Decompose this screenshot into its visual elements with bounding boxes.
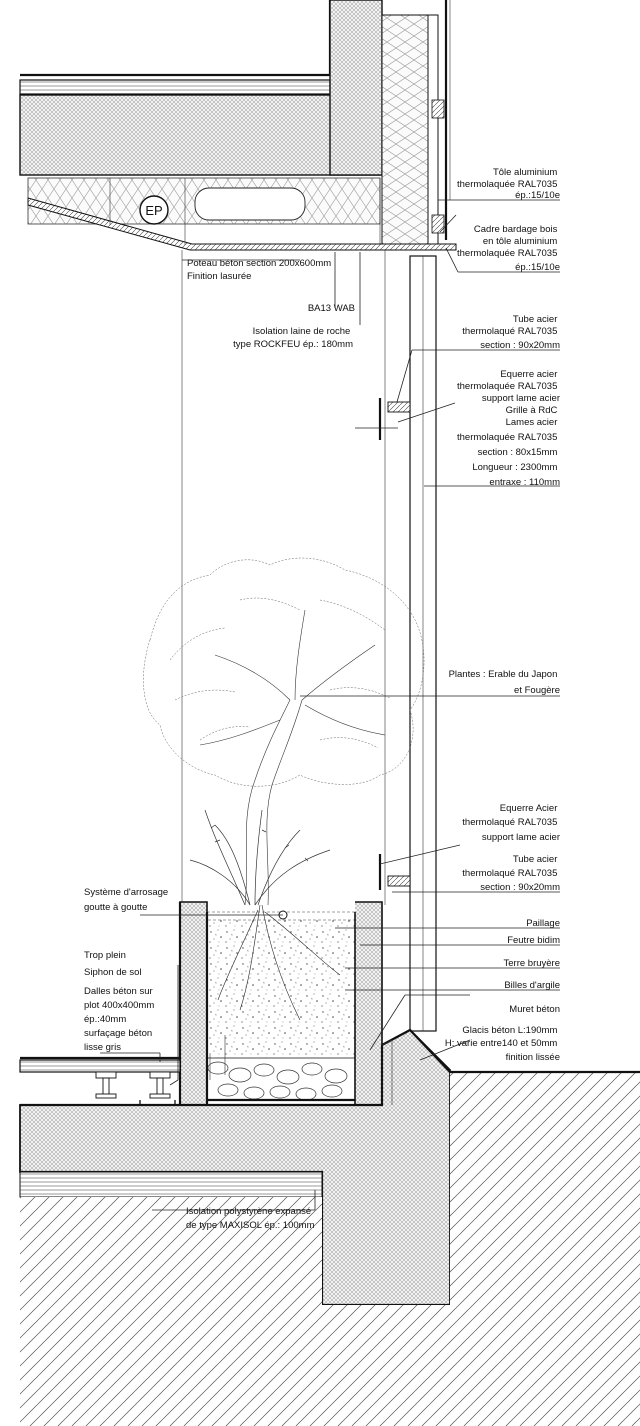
tree-illustration	[143, 558, 424, 905]
svg-text:EP: EP	[145, 203, 163, 218]
label-glacis-beton: Glacis béton L:190mm H: varie entre140 et 50mm finition lissée	[444, 1025, 560, 1063]
label-tole-aluminium: Tôle aluminium thermolaquée RAL7035 ép.:15/10e	[457, 167, 560, 201]
label-trop-plein: Trop plein	[84, 950, 126, 961]
label-siphon-sol: Siphon de sol	[84, 967, 142, 978]
label-equerre-acier-lower: Equerre Acier thermolaqué RAL7035 support lame acier	[462, 803, 560, 843]
label-equerre-acier-upper: Equerre acier thermolaquée RAL7035 support lame acier	[457, 369, 560, 404]
label-grille-rdc: Grille à RdC Lames acier thermolaquée RAL7035 section : 80x15mm Longueur : 2300mm entraxe : 110mm	[457, 405, 560, 488]
label-ba13-wab: BA13 WAB	[307, 303, 355, 314]
label-isolation-laine-roche: Isolation laine de roche type ROCKFEU ép.: 180mm	[233, 326, 353, 350]
label-poteau-beton: Poteau béton section 200x600mm Finition lasurée	[187, 258, 332, 282]
ep-symbol	[140, 196, 168, 224]
label-feutre-bidim: Feutre bidim	[507, 935, 560, 946]
label-paillage: Paillage	[526, 918, 560, 929]
label-dalles-beton: Dalles béton sur plot 400x400mm ép.:40mm surfaçage béton lisse gris	[84, 986, 155, 1053]
upper-floor-slab	[20, 0, 380, 175]
label-tube-acier-upper: Tube acier thermolaqué RAL7035 section : 90x20mm	[462, 314, 560, 351]
label-plantes: Plantes : Erable du Japon et Fougère	[448, 669, 560, 696]
label-terre-bruyere: Terre bruyère	[503, 958, 560, 969]
label-muret-beton: Muret béton	[509, 1004, 560, 1015]
label-systeme-arrosage: Système d'arrosage goutte à goutte	[84, 887, 169, 913]
label-cadre-bardage: Cadre bardage bois en tôle aluminium thermolaquée RAL7035 ép.:15/10e	[457, 224, 560, 273]
label-isolation-polystyrene: Isolation polystyrène expansé de type MAXISOL ép.: 100mm	[186, 1206, 315, 1231]
label-tube-acier-lower: Tube acier thermolaqué RAL7035 section : 90x20mm	[462, 854, 560, 893]
steel-grille	[380, 256, 436, 1031]
label-billes-argile: Billes d'argile	[504, 980, 560, 991]
